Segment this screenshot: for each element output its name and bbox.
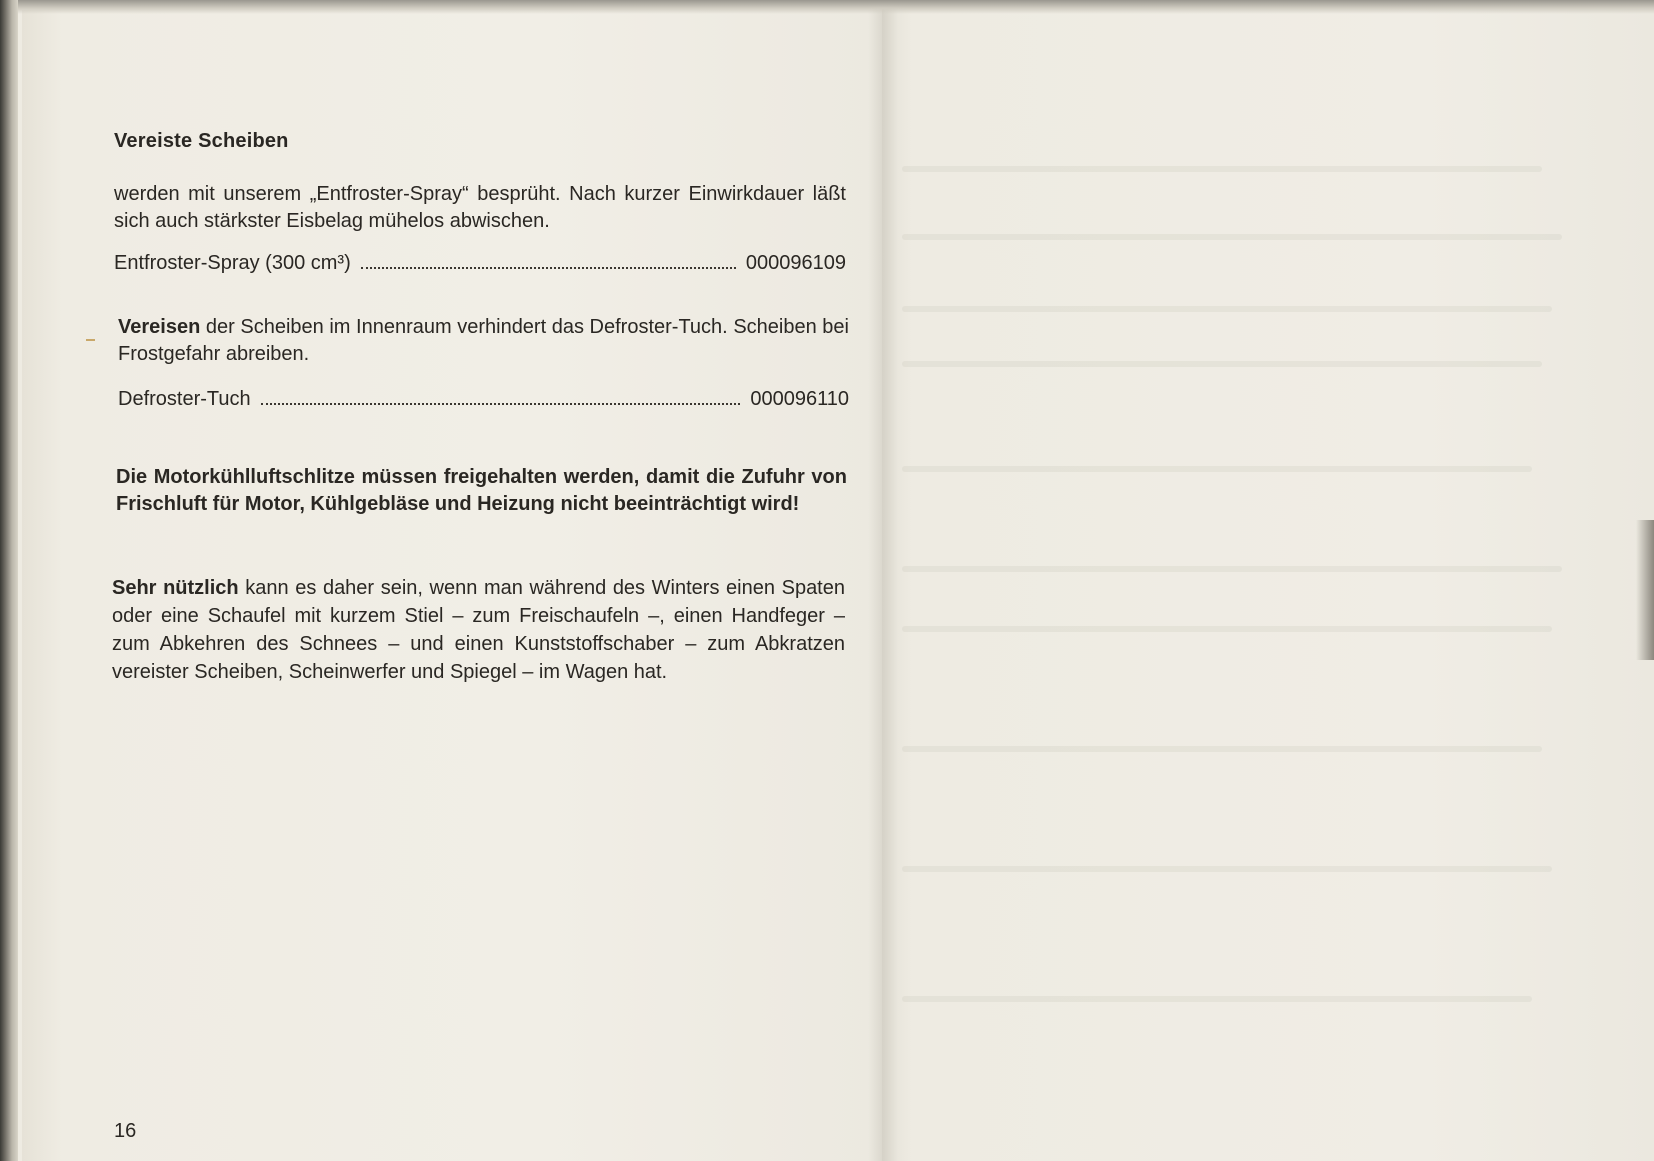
warning-cooling-slots: Die Motorkühlluftschlitze müssen freigehalten werden, damit die Zufuhr von Frischluft für Motor, Kühlgebläse und Heizung nicht beeinträchtigt wird! xyxy=(116,466,847,515)
scan-edge-top xyxy=(0,0,1654,14)
book-gutter xyxy=(868,6,898,1161)
paragraph-lead-bold: Sehr nützlich xyxy=(112,577,239,599)
paragraph-defroster xyxy=(118,314,849,368)
right-page xyxy=(882,6,1654,1161)
paragraph-lead-bold: Vereisen xyxy=(118,316,201,338)
bleed-through-line xyxy=(902,566,1562,572)
paragraph-entfroster: werden mit unserem „Entfroster-Spray“ besprüht. Nach kurzer Einwirkdauer läßt sich auch stärkster Eisbelag mühelos abwischen. xyxy=(114,183,846,232)
dot-leader xyxy=(361,267,736,269)
paragraph-text: kann es daher sein, wenn man während des Winters einen Spaten oder eine Schaufel mit kurzem Stiel – zum Freischaufeln –, einen Handfeger – zum Abkehren des Schnees – und einen Kunststoffschaber – zum Abkratzen vereister Scheiben, Scheinwerfer und Spiegel – im Wagen hat. xyxy=(112,577,845,683)
bleed-through-line xyxy=(902,166,1542,172)
margin-dash-mark xyxy=(86,339,95,341)
bleed-through-line xyxy=(902,746,1542,752)
dot-leader xyxy=(261,403,741,405)
paragraph-text: der Scheiben im Innenraum verhindert das Defroster-Tuch. Scheiben bei Frostgefahr abreiben. xyxy=(118,316,849,365)
bleed-through-line xyxy=(902,306,1552,312)
page-number: 16 xyxy=(114,1120,137,1142)
section-heading: Vereiste Scheiben xyxy=(114,130,289,152)
part-label: Entfroster-Spray (300 cm³) xyxy=(114,252,351,274)
part-row-entfroster-spray xyxy=(114,250,846,277)
bleed-through-line xyxy=(902,466,1532,472)
part-label: Defroster-Tuch xyxy=(118,388,251,410)
paragraph-winter-tools xyxy=(112,574,845,686)
bleed-through-line xyxy=(902,996,1532,1002)
part-number: 000096109 xyxy=(745,252,846,274)
scan-edge-left xyxy=(0,0,18,1161)
bleed-through-line xyxy=(902,626,1552,632)
part-row-defroster-tuch xyxy=(118,386,849,413)
bleed-through-line xyxy=(902,866,1552,872)
part-number: 000096110 xyxy=(750,388,849,410)
bleed-through-line xyxy=(902,361,1542,367)
bleed-through-line xyxy=(902,234,1562,240)
page-edge-shadow xyxy=(1636,520,1654,660)
